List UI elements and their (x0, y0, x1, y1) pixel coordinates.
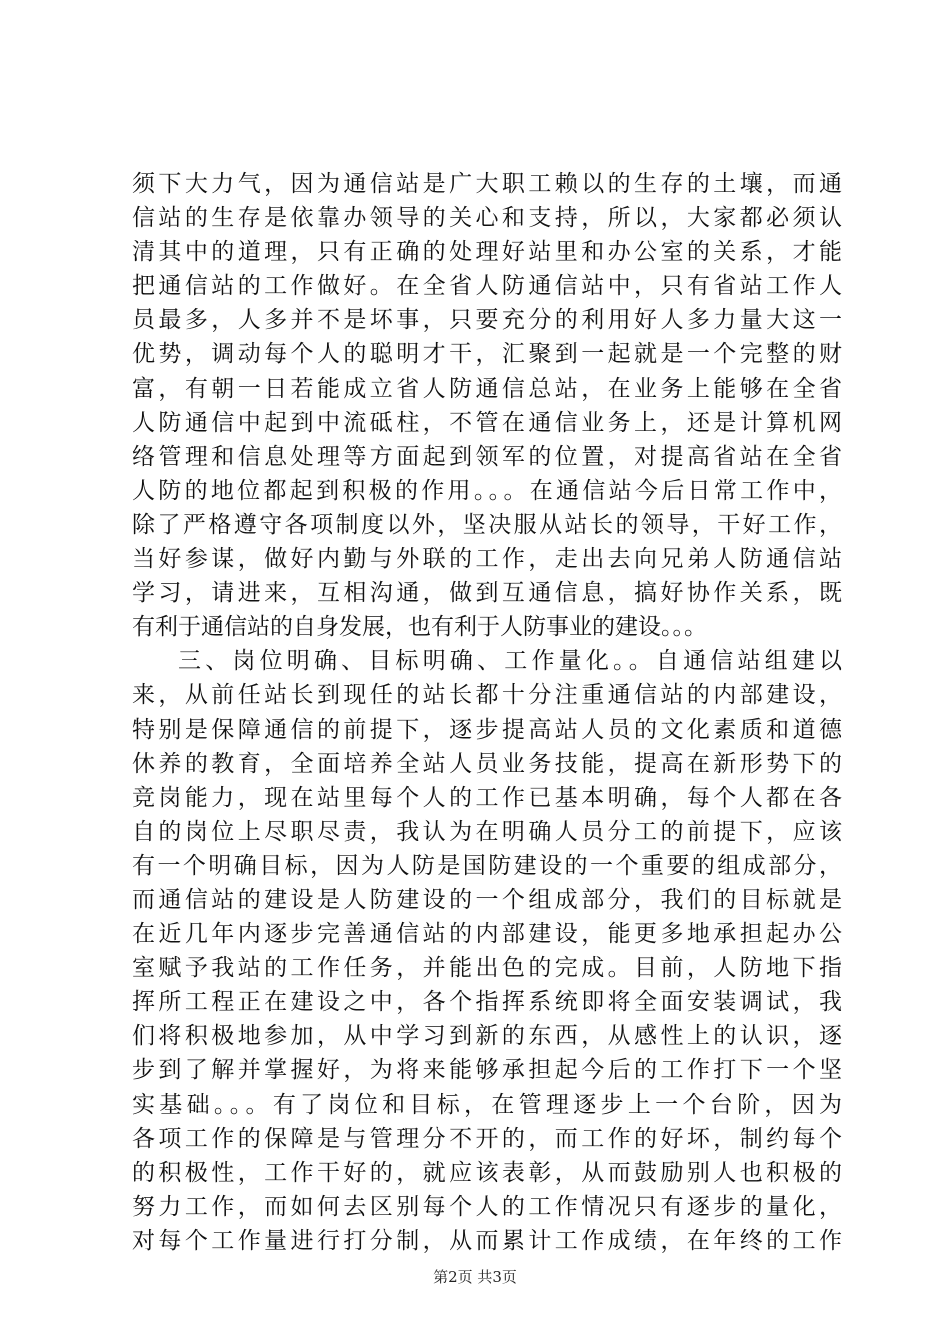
section-heading-line: 三、岗位明确、目标明确、工作量化。。自通信站组建以 (178, 648, 842, 675)
text-line: 对每个工作量进行打分制，从而累计工作成绩，在年终的工作 (132, 1227, 842, 1254)
text-line: 努力工作，而如何去区别每个人的工作情况只有逐步的量化， (132, 1193, 842, 1220)
text-line: 有一个明确目标，因为人防是国防建设的一个重要的组成部分， (132, 852, 842, 879)
text-line: 来，从前任站长到现任的站长都十分注重通信站的内部建设， (132, 682, 842, 709)
text-line: 清其中的道理，只有正确的处理好站里和办公室的关系，才能 (132, 239, 842, 266)
text-line: 有利于通信站的自身发展，也有利于人防事业的建设。。。 (132, 614, 707, 641)
text-line: 除了严格遵守各项制度以外，坚决服从站长的领导，干好工作， (132, 511, 842, 538)
text-line: 室赋予我站的工作任务，并能出色的完成。目前，人防地下指 (132, 955, 842, 982)
text-line: 富，有朝一日若能成立省人防通信总站，在业务上能够在全省 (132, 375, 842, 402)
text-line: 络管理和信息处理等方面起到领军的位置，对提高省站在全省 (132, 443, 842, 470)
text-line: 人防通信中起到中流砥柱，不管在通信业务上，还是计算机网 (132, 409, 842, 436)
page-number-label: 第2页 共3页 (433, 1268, 517, 1286)
text-line: 步到了解并掌握好，为将来能够承担起今后的工作打下一个坚 (132, 1057, 842, 1084)
text-line: 学习，请进来，互相沟通，做到互通信息，搞好协作关系，既 (132, 580, 842, 607)
text-line: 优势，调动每个人的聪明才干，汇聚到一起就是一个完整的财 (132, 341, 842, 368)
text-line: 当好参谋，做好内勤与外联的工作，走出去向兄弟人防通信站 (132, 546, 842, 573)
text-line: 须下大力气，因为通信站是广大职工赖以的生存的土壤，而通 (132, 171, 842, 197)
body-text (132, 167, 842, 1258)
text-line: 员最多，人多并不是坏事，只要充分的利用好人多力量大这一 (132, 307, 842, 334)
text-line: 们将积极地参加，从中学习到新的东西，从感性上的认识，逐 (132, 1023, 842, 1050)
text-line: 而通信站的建设是人防建设的一个组成部分，我们的目标就是 (132, 886, 842, 913)
text-line: 竞岗能力，现在站里每个人的工作已基本明确，每个人都在各 (132, 784, 842, 811)
text-line: 特别是保障通信的前提下，逐步提高站人员的文化素质和道德 (132, 716, 842, 743)
page-footer (0, 1267, 950, 1287)
text-line: 在近几年内逐步完善通信站的内部建设，能更多地承担起办公 (132, 921, 842, 948)
text-line: 人防的地位都起到积极的作用。。。在通信站今后日常工作中， (132, 477, 842, 504)
text-line: 信站的生存是依靠办领导的关心和支持，所以，大家都必须认 (132, 205, 842, 232)
text-line: 的积极性，工作干好的，就应该表彰，从而鼓励别人也积极的 (132, 1159, 842, 1186)
text-line: 自的岗位上尽职尽责，我认为在明确人员分工的前提下，应该 (132, 818, 842, 845)
text-line: 把通信站的工作做好。在全省人防通信站中，只有省站工作人 (132, 273, 842, 300)
text-line: 挥所工程正在建设之中，各个指挥系统即将全面安装调试，我 (132, 989, 842, 1016)
text-line: 实基础。。。有了岗位和目标，在管理逐步上一个台阶，因为 (132, 1091, 842, 1118)
text-line: 休养的教育，全面培养全站人员业务技能，提高在新形势下的 (132, 750, 842, 777)
text-line: 各项工作的保障是与管理分不开的，而工作的好坏，制约每个 (132, 1125, 842, 1152)
